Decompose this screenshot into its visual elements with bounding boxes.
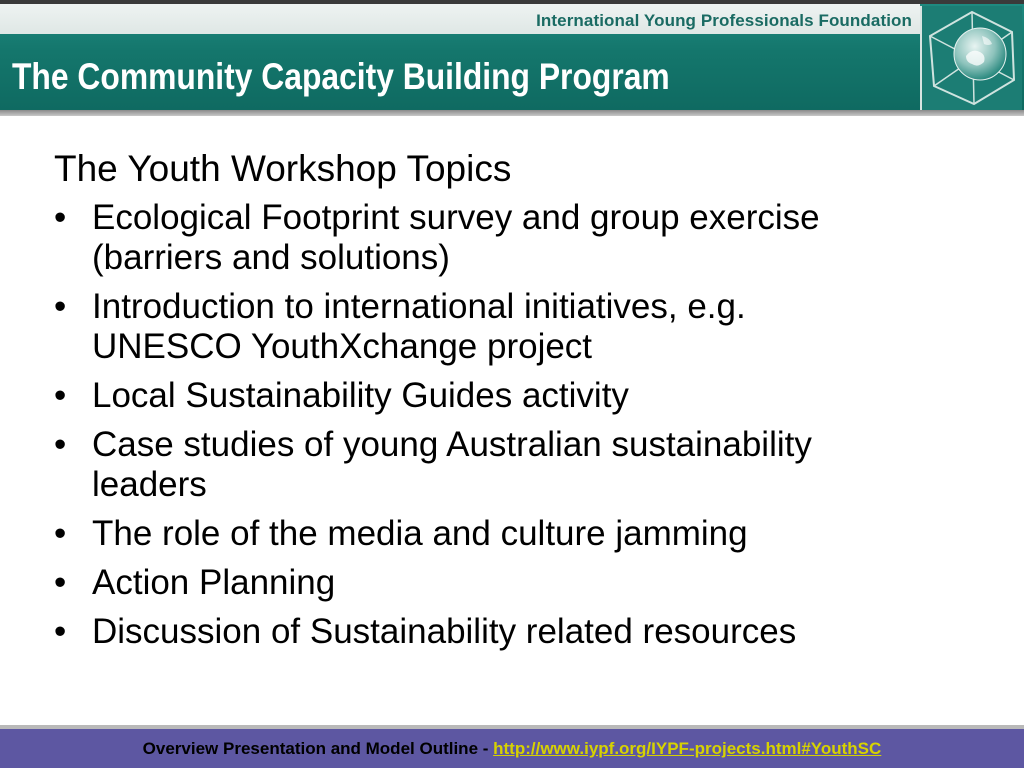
bullet-icon: •	[54, 514, 67, 553]
footer-text	[0, 739, 1024, 759]
list-item	[54, 425, 1004, 505]
footer-label: Overview Presentation and Model Outline -	[142, 739, 494, 758]
list-item-line: Introduction to international initiatives, e.g.	[92, 287, 746, 326]
header-divider	[0, 110, 1024, 116]
list-item-line: leaders	[92, 465, 207, 504]
slide-title: The Community Capacity Building Program	[12, 56, 670, 97]
list-item	[54, 514, 1004, 554]
bullet-icon: •	[54, 198, 67, 237]
list-item	[54, 376, 1004, 416]
topic-list	[54, 198, 1004, 652]
list-item-line: Ecological Footprint survey and group exercise	[92, 198, 820, 237]
bullet-icon: •	[54, 563, 67, 602]
globe-logo-icon	[920, 6, 1022, 110]
slide-header	[0, 4, 1024, 110]
section-heading: The Youth Workshop Topics	[54, 148, 512, 189]
org-name: International Young Professionals Foundation	[536, 11, 912, 30]
bullet-icon: •	[54, 376, 67, 415]
list-item	[54, 287, 1004, 367]
list-item-line: Discussion of Sustainability related resources	[92, 612, 797, 651]
bullet-icon: •	[54, 612, 67, 651]
list-item-line: The role of the media and culture jamming	[92, 514, 748, 553]
list-item	[54, 612, 1004, 652]
bullet-icon: •	[54, 425, 67, 464]
list-item-line: Action Planning	[92, 563, 336, 602]
list-item-line: UNESCO YouthXchange project	[92, 327, 593, 366]
list-item-line: Case studies of young Australian sustainability	[92, 425, 812, 464]
list-item	[54, 198, 1004, 278]
list-item-line: Local Sustainability Guides activity	[92, 376, 629, 415]
footer-link[interactable]: http://www.iypf.org/IYPF-projects.html#YouthSC	[493, 739, 882, 758]
slide-body	[54, 146, 1004, 661]
list-item-line: (barriers and solutions)	[92, 238, 450, 277]
slide-footer	[0, 729, 1024, 768]
list-item	[54, 563, 1004, 603]
bullet-icon: •	[54, 287, 67, 326]
